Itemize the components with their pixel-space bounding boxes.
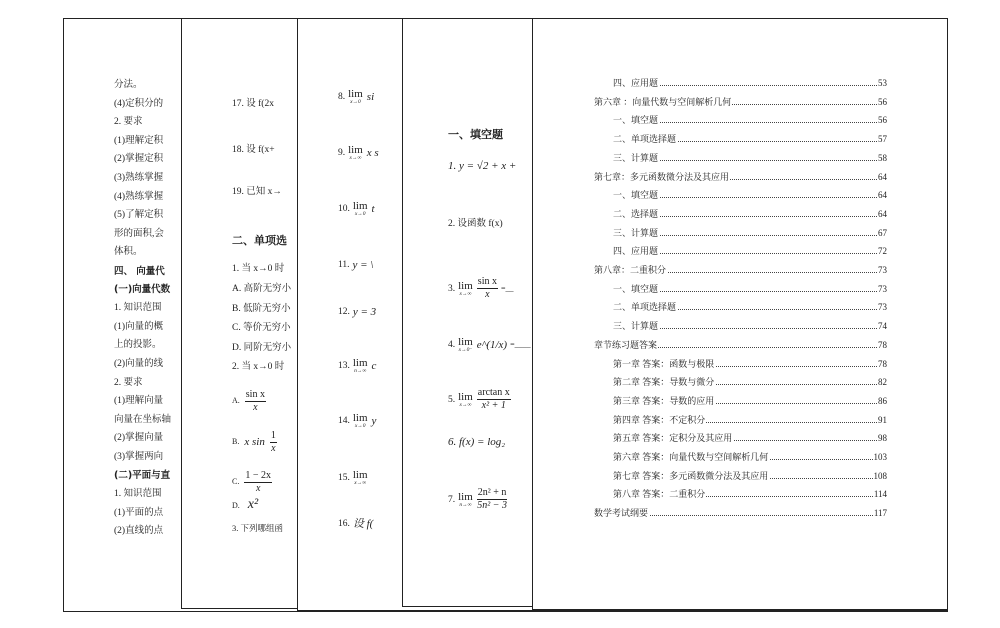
denominator: x bbox=[255, 482, 261, 494]
toc-page-number: 98 bbox=[878, 433, 887, 444]
toc-page-number: 86 bbox=[878, 395, 887, 406]
dot-leader bbox=[623, 208, 885, 217]
question-2: 2. 设函数 f(x) bbox=[448, 219, 503, 229]
answer-blank: =____ bbox=[510, 340, 531, 349]
option-label: D. bbox=[232, 501, 240, 510]
option-prefix: x sin bbox=[244, 436, 265, 448]
toc-page-number: 56 bbox=[878, 115, 887, 126]
subsection-heading: (二)平面与直 bbox=[114, 469, 171, 481]
expression: e^(1/x) bbox=[476, 339, 508, 351]
toc-page-number: 78 bbox=[878, 358, 887, 369]
dot-leader bbox=[623, 77, 885, 86]
question-number: 9. bbox=[338, 148, 346, 158]
text-line: (2)直线的点 bbox=[114, 526, 164, 537]
subsection-heading: (一)向量代数 bbox=[114, 283, 171, 295]
toc-entry-label: 三、计算题 bbox=[613, 321, 659, 332]
toc-entry-label: 第七章：多元函数微分法及其应用 bbox=[594, 171, 730, 182]
section-heading: 四、 向量代 bbox=[114, 266, 165, 277]
toc-entry-label: 三、计算题 bbox=[613, 227, 659, 238]
limit-question bbox=[338, 306, 376, 318]
toc-page-number: 64 bbox=[878, 208, 887, 219]
numerator: sin x bbox=[477, 276, 497, 287]
question-1: 1. 当 x→0 时 bbox=[232, 264, 285, 274]
lim-word: lim bbox=[352, 200, 368, 212]
toc-page-number: 73 bbox=[878, 283, 887, 294]
toc-page-number: 58 bbox=[878, 152, 887, 163]
limit-question bbox=[338, 201, 375, 217]
toc-entry-label: 三、计算题 bbox=[613, 152, 659, 163]
text-line: (1)向量的概 bbox=[114, 321, 164, 332]
text-line: (4)定积分的 bbox=[114, 98, 164, 109]
toc-entry-label: 四、应用题 bbox=[613, 78, 659, 88]
toc-entry-label: 四、应用题 bbox=[613, 246, 659, 257]
limit-operator bbox=[353, 201, 368, 217]
limit-question bbox=[448, 487, 507, 512]
question-number: 8. bbox=[338, 92, 346, 102]
toc-entry-label: 第六章 答案：向量代数与空间解析几何 bbox=[613, 452, 769, 462]
denominator: x bbox=[253, 401, 258, 413]
fraction bbox=[477, 387, 511, 412]
toc-page-number: 117 bbox=[873, 508, 887, 519]
limit-question bbox=[448, 387, 511, 412]
option: A. 高阶无穷小 bbox=[232, 284, 292, 294]
lim-word: lim bbox=[348, 144, 363, 156]
option: D. 同阶无穷小 bbox=[232, 342, 292, 353]
toc-page-number: 78 bbox=[878, 339, 887, 350]
toc-page-number: 67 bbox=[878, 227, 887, 238]
toc-page-number: 64 bbox=[878, 190, 887, 201]
text-line: 分法。 bbox=[114, 80, 143, 90]
expression-fragment: y = 3 bbox=[352, 306, 377, 318]
text-line: 1. 知识范围 bbox=[114, 489, 162, 500]
toc-entry-label: 第八章 答案：二重积分 bbox=[613, 489, 706, 500]
lim-word: lim bbox=[352, 412, 368, 424]
limit-operator bbox=[348, 145, 363, 161]
numerator: sin x bbox=[245, 388, 265, 400]
limit-operator bbox=[458, 281, 473, 297]
fraction bbox=[477, 276, 498, 301]
document-page-5-toc[interactable] bbox=[532, 18, 948, 610]
toc-entry-label: 第四章 答案：不定积分 bbox=[613, 414, 706, 425]
text-line: 上的投影。 bbox=[114, 340, 162, 351]
question-number: 3. bbox=[448, 283, 456, 294]
lim-word: lim bbox=[458, 390, 473, 403]
toc-entry-label: 一、填空题 bbox=[613, 190, 659, 201]
text-line: (5)了解定积 bbox=[114, 210, 164, 221]
limit-subscript: x→0⁻ bbox=[458, 347, 473, 353]
limit-subscript: x→∞ bbox=[459, 401, 472, 408]
lim-word: lim bbox=[352, 357, 368, 369]
denominator: x² + 1 bbox=[481, 400, 506, 411]
expression-fragment: c bbox=[371, 360, 377, 372]
text-line: (4)熟练掌握 bbox=[114, 191, 164, 202]
limit-subscript: n→∞ bbox=[354, 368, 367, 374]
toc-entry-label: 第五章 答案：定积分及其应用 bbox=[613, 433, 733, 444]
text-line: 2. 要求 bbox=[114, 377, 143, 388]
toc-page-number: 74 bbox=[878, 321, 887, 332]
denominator: x bbox=[485, 289, 490, 300]
text-line: (2)掌握定积 bbox=[114, 154, 164, 165]
toc-entry-label: 一、填空题 bbox=[613, 283, 659, 294]
option-optA bbox=[232, 386, 266, 416]
expression-fragment: x s bbox=[366, 147, 379, 159]
numerator: 2n² + n bbox=[477, 487, 507, 498]
lim-word: lim bbox=[458, 336, 473, 348]
toc-page-number: 73 bbox=[878, 302, 887, 313]
text-line: (2)掌握向量 bbox=[114, 433, 164, 444]
text-line: (1)理解定积 bbox=[114, 135, 164, 146]
text-line: 向量在坐标轴 bbox=[114, 414, 172, 425]
question-number: 10. bbox=[338, 204, 350, 214]
text-line: 2. 要求 bbox=[114, 117, 143, 128]
option-expression: x² bbox=[247, 497, 259, 512]
question-3: 3. 下列哪组函 bbox=[232, 523, 284, 533]
limit-question bbox=[338, 89, 374, 105]
toc-entry-label: 二、单项选择题 bbox=[613, 134, 677, 145]
limit-subscript: x→0 bbox=[354, 423, 366, 429]
option-optD bbox=[232, 499, 258, 512]
option-fraction bbox=[244, 470, 272, 495]
lim-word: lim bbox=[458, 490, 473, 503]
text-line: (1)平面的点 bbox=[114, 507, 164, 518]
question-6: 6. f(x) = log₂ bbox=[448, 436, 506, 448]
limit-operator bbox=[353, 413, 368, 429]
limit-question bbox=[448, 276, 513, 301]
toc-entry-label: 二、单项选择题 bbox=[613, 302, 677, 313]
lim-word: lim bbox=[348, 88, 363, 100]
dot-leader bbox=[623, 152, 885, 161]
expression-fragment: 设 f( bbox=[352, 518, 374, 530]
text-line: (1)理解向量 bbox=[114, 396, 164, 407]
limit-question bbox=[338, 259, 373, 271]
toc-entry-label: 章节练习题答案 bbox=[594, 339, 658, 350]
toc-entry-label: 第一章 答案：函数与极限 bbox=[613, 358, 715, 369]
option-label: C. bbox=[232, 477, 240, 486]
expression-fragment: y = \ bbox=[352, 259, 374, 271]
limit-subscript: x→0 bbox=[350, 99, 361, 105]
expression-fragment: si bbox=[366, 91, 375, 103]
toc-entry-label: 第八章：二重积分 bbox=[594, 265, 667, 275]
option: B. 低阶无穷小 bbox=[232, 303, 291, 314]
question-2: 2. 当 x→0 时 bbox=[232, 362, 285, 372]
answer-blank: =__ bbox=[500, 283, 514, 293]
limit-subscript: n→∞ bbox=[459, 501, 472, 508]
text-line: (2)向量的线 bbox=[114, 359, 164, 369]
question-number: 11. bbox=[338, 260, 350, 270]
lim-word: lim bbox=[458, 279, 473, 292]
toc-page-number: 91 bbox=[878, 414, 887, 425]
limit-operator bbox=[458, 492, 473, 508]
toc-entry-label: 第七章 答案：多元函数微分法及其应用 bbox=[613, 470, 769, 481]
toc-page-number: 53 bbox=[878, 78, 887, 88]
toc-entry-label: 数学考试纲要 bbox=[594, 508, 649, 519]
text-line: (3)掌握两向 bbox=[114, 452, 164, 462]
toc-page-number: 64 bbox=[878, 171, 887, 182]
expression-fragment: t bbox=[371, 203, 375, 215]
numerator: 1 bbox=[270, 429, 276, 441]
limit-question bbox=[338, 358, 376, 374]
text-line: 体积。 bbox=[114, 247, 143, 258]
limit-operator bbox=[353, 470, 368, 486]
section-heading: 二、单项选 bbox=[232, 234, 287, 247]
toc-page-number: 103 bbox=[873, 452, 887, 462]
dot-leader bbox=[623, 320, 885, 329]
question-number: 7. bbox=[448, 494, 456, 505]
question-19: 19. 已知 x→ bbox=[232, 187, 282, 197]
option-fraction bbox=[270, 430, 277, 455]
text-line: 形的面积,会 bbox=[114, 228, 164, 239]
toc-page-number: 57 bbox=[878, 134, 887, 145]
limit-question bbox=[338, 470, 372, 486]
question-number: 15. bbox=[338, 473, 350, 483]
toc-page-number: 56 bbox=[878, 96, 887, 107]
lim-word: lim bbox=[352, 469, 368, 481]
toc-page-number: 82 bbox=[878, 377, 887, 388]
toc-page-number: 114 bbox=[873, 489, 887, 500]
question-number: 5. bbox=[448, 394, 456, 405]
question-18: 18. 设 f(x+ bbox=[232, 145, 275, 155]
limit-subscript: x→∞ bbox=[349, 155, 362, 161]
option: C. 等价无穷小 bbox=[232, 323, 291, 333]
toc-entry-label: 第二章 答案：导数与微分 bbox=[613, 377, 715, 388]
option-label: B. bbox=[232, 437, 240, 446]
question-number: 14. bbox=[338, 416, 350, 426]
question-number: 4. bbox=[448, 340, 456, 350]
limit-subscript: x→∞ bbox=[354, 480, 367, 486]
limit-operator bbox=[353, 358, 368, 374]
question-number: 13. bbox=[338, 361, 350, 371]
toc-page-number: 73 bbox=[878, 265, 887, 275]
dot-leader bbox=[623, 114, 885, 123]
toc-entry-label: 第三章 答案：导数的应用 bbox=[613, 395, 715, 406]
limit-subscript: x→0 bbox=[354, 211, 366, 217]
numerator: arctan x bbox=[477, 387, 510, 398]
option-fraction bbox=[245, 389, 266, 414]
question-17: 17. 设 f(2x bbox=[232, 99, 274, 109]
toc-entry-label: 一、填空题 bbox=[613, 115, 659, 126]
question-1: 1. y = √2 + x + bbox=[448, 160, 517, 172]
toc-entry-label: 第六章 ：向量代数与空间解析几何 bbox=[594, 96, 732, 107]
limit-operator bbox=[458, 392, 473, 408]
denominator: x bbox=[271, 442, 276, 454]
question-number: 12. bbox=[338, 307, 350, 317]
dot-leader bbox=[623, 245, 885, 254]
dot-leader bbox=[623, 227, 885, 236]
dot-leader bbox=[623, 283, 885, 292]
section-heading: 一、填空题 bbox=[448, 128, 503, 141]
fraction bbox=[477, 487, 508, 512]
limit-question bbox=[338, 518, 373, 530]
toc-entry-label: 二、选择题 bbox=[613, 208, 659, 219]
option-optB bbox=[232, 427, 277, 457]
option-label: A. bbox=[232, 396, 240, 405]
numerator: 1 − 2x bbox=[245, 469, 271, 481]
limit-question bbox=[448, 337, 531, 353]
expression-fragment: y bbox=[371, 415, 377, 427]
question-number: 16. bbox=[338, 519, 350, 529]
toc-page-number: 72 bbox=[878, 246, 887, 257]
limit-operator bbox=[348, 89, 363, 105]
limit-question bbox=[338, 145, 379, 161]
toc-page-number: 108 bbox=[873, 470, 887, 481]
text-line: 1. 知识范围 bbox=[114, 303, 162, 314]
text-line: (3)熟练掌握 bbox=[114, 173, 164, 183]
denominator: 5n² − 3 bbox=[477, 500, 507, 511]
limit-operator bbox=[458, 337, 473, 353]
limit-question bbox=[338, 413, 376, 429]
option-optC bbox=[232, 467, 272, 497]
limit-subscript: x→∞ bbox=[459, 290, 472, 297]
dot-leader bbox=[623, 189, 885, 198]
